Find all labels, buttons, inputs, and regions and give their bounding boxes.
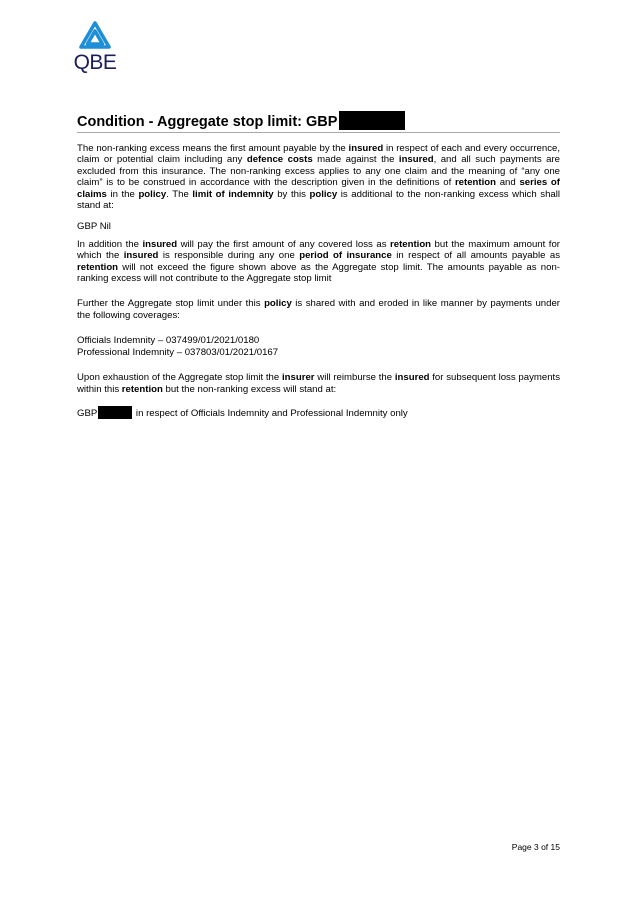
- text-run: , and all such payments are excluded from this insurance. The non-ranking excess applies to any one claim and the meaning of “any one claim” is to be construed in accordance with the description given in the definitions of: [77, 154, 561, 189]
- text-run: and: [496, 177, 520, 189]
- paragraph-retention: [77, 239, 560, 285]
- defined-term: insurer: [281, 372, 315, 384]
- coverage-item: Professional Indemnity – 037803/01/2021/0167: [77, 346, 279, 358]
- text-run: in respect of all amounts payable as: [391, 250, 560, 262]
- text-run: . The: [166, 188, 193, 200]
- page-number: Page 3 of 15: [511, 842, 560, 852]
- logo-text: QBE: [73, 51, 117, 74]
- defined-term: retention: [454, 177, 496, 189]
- defined-term: retention: [121, 383, 163, 395]
- defined-term: insured: [142, 238, 178, 250]
- text-run: will not exceed the figure shown above as the Aggregate stop limit. The amounts payable as non-ranking excess will not contribute to the Aggregate stop limit: [77, 261, 560, 285]
- text-run: but the maximum amount for which the: [77, 238, 560, 262]
- defined-term: insured: [123, 250, 159, 262]
- text-run: The non-ranking excess means the first amount payable by the: [77, 143, 349, 154]
- defined-term: insured: [348, 143, 384, 154]
- text-run: is responsible during any one: [158, 250, 300, 262]
- text-run: Further the Aggregate stop limit under this: [77, 298, 265, 310]
- qbe-logo-icon: [78, 20, 112, 50]
- text-run: by this: [273, 188, 310, 200]
- coverage-item: Officials Indemnity – 037499/01/2021/0180: [77, 335, 260, 347]
- text-run: but the non-ranking excess will stand at:: [162, 383, 337, 395]
- defined-term: policy: [138, 188, 167, 200]
- paragraph-exhaustion: [77, 372, 560, 395]
- defined-term: policy: [309, 188, 338, 200]
- defined-term: retention: [390, 238, 432, 250]
- redaction-box: [98, 406, 132, 419]
- text-run: in the: [106, 188, 139, 200]
- defined-term: insured: [398, 154, 434, 166]
- qbe-logo: [71, 20, 121, 76]
- text-run: will reimburse the: [314, 372, 395, 384]
- heading-text: Condition - Aggregate stop limit: GBP: [77, 114, 338, 130]
- text-run: In addition the: [77, 238, 143, 250]
- defined-term: insured: [394, 372, 430, 384]
- gbp-nil-line: GBP Nil: [77, 221, 111, 233]
- defined-term: defence costs: [246, 154, 313, 166]
- text-run: made against the: [312, 154, 399, 166]
- defined-term: limit of indemnity: [192, 188, 274, 200]
- text-run: is additional to the non-ranking excess which shall stand at:: [77, 188, 561, 212]
- defined-term: retention: [77, 261, 119, 273]
- document-body: [77, 143, 560, 419]
- defined-term: period of insurance: [299, 250, 392, 262]
- text-run: in respect of each and every occurrence, claim or potential claim including any: [77, 143, 561, 166]
- paragraph-non-ranking-excess: [77, 143, 560, 211]
- text-run: GBP: [77, 407, 98, 419]
- text-run: Upon exhaustion of the Aggregate stop limit the: [77, 372, 282, 384]
- defined-term: policy: [264, 298, 292, 310]
- text-run: for subsequent loss payments within this: [77, 372, 560, 395]
- paragraph-shared-limit: [77, 298, 560, 321]
- defined-term: series of claims: [77, 177, 560, 200]
- text-run: in respect of Officials Indemnity and Professional Indemnity only: [133, 407, 408, 419]
- text-run: is shared with and eroded in like manner by payments under the following coverages:: [77, 298, 560, 321]
- redaction-box: [339, 111, 405, 130]
- final-line: [77, 406, 560, 419]
- text-run: will pay the first amount of any covered loss as: [177, 238, 390, 250]
- page-heading: [77, 111, 560, 133]
